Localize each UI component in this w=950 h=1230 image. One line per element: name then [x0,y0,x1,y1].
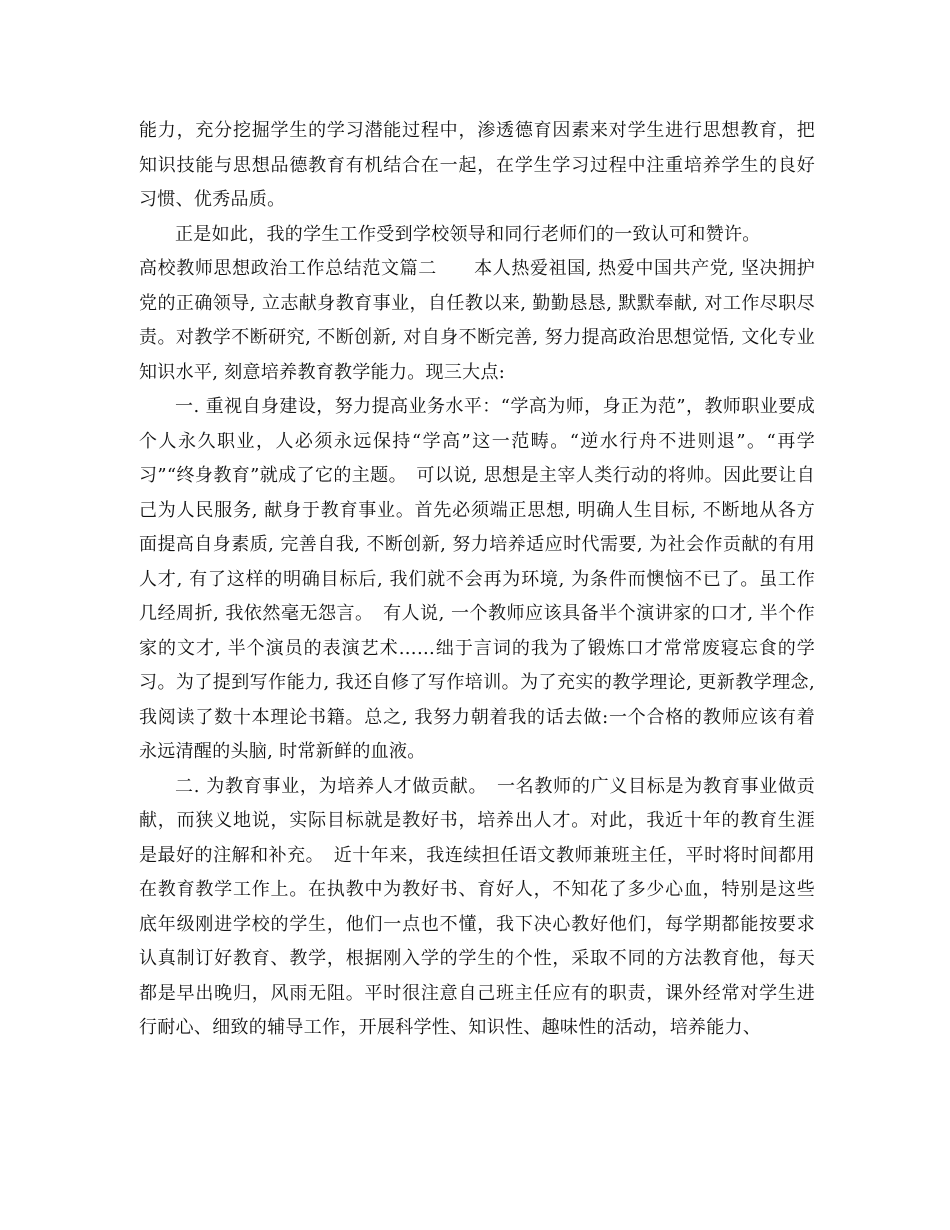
paragraph-1: 能力，充分挖掘学生的学习潜能过程中，渗透德育因素来对学生进行思想教育，把知识技能与思想品德教育有机结合在一起，在学生学习过程中注重培养学生的良好习惯、优秀品质。 [139,120,815,210]
paragraph-5: 二. 为教育事业，为培养人才做贡献。 一名教师的广义目标是为教育事业做贡献，而狭义地说，实际目标就是教好书，培养出人才。对此，我近十年的教育生涯是最好的注解和补充。 近十年来，我连续担任语文教师兼班主任，平时将时间都用在教育教学工作上。在执教中为教好书、育好人，不知花了多少心血，特别是这些底年级刚进学校的学生，他们一点也不懂，我下决心教好他们，每学期都能按要求认真制订好教育、教学，根据刚入学的学生的个性，采取不同的方法教育他，每天都是早出晚归，风雨无阻。平时很注意自己班主任应有的职责，课外经常对学生进行耐心、细致的辅导工作，开展科学性、知识性、趣味性的活动，培养能力、 [139,775,815,1038]
paragraph-3: 高校教师思想政治工作总结范文篇二 本人热爱祖国, 热爱中国共产党, 坚决拥护党的正确领导, 立志献身教育事业，自任教以来, 勤勤恳恳, 默默奉献, 对工作尽职尽责。对教学不断研究, 不断创新, 对自身不断完善, 努力提高政治思想觉悟, 文化专业知识水平, 刻意培养教育教学能力。现三大点: [139,258,815,383]
paragraph-4: 一. 重视自身建设，努力提高业务水平：“学高为师，身正为范”，教师职业要成个人永久职业，人必须永远保持“学高”这一范畴。“逆水行舟不进则退”。“再学习”“终身教育”就成了它的主题。 可以说, 思想是主宰人类行动的将帅。因此要让自己为人民服务, 献身于教育事业。首先必须端正思想, 明确人生目标, 不断地从各方面提高自身素质, 完善自我, 不断创新, 努力培养适应时代需要, 为社会作贡献的有用人才, 有了这样的明确目标后, 我们就不会再为环境, 为条件而懊恼不已了。虽工作几经周折, 我依然毫无怨言。 有人说, 一个教师应该具备半个演讲家的口才, 半个作家的文才, 半个演员的表演艺术……绌于言词的我为了锻炼口才常常废寝忘食的学习。为了提到写作能力, 我还自修了写作培训。为了充实的教学理论, 更新教学理念, 我阅读了数十本理论书籍。总之, 我努力朝着我的话去做:一个合格的教师应该有着永远清醒的头脑, 时常新鲜的血液。 [139,396,815,762]
paragraph-2: 正是如此，我的学生工作受到学校领导和同行老师们的一致认可和赞许。 [175,223,761,245]
document-body [139,114,815,1046]
